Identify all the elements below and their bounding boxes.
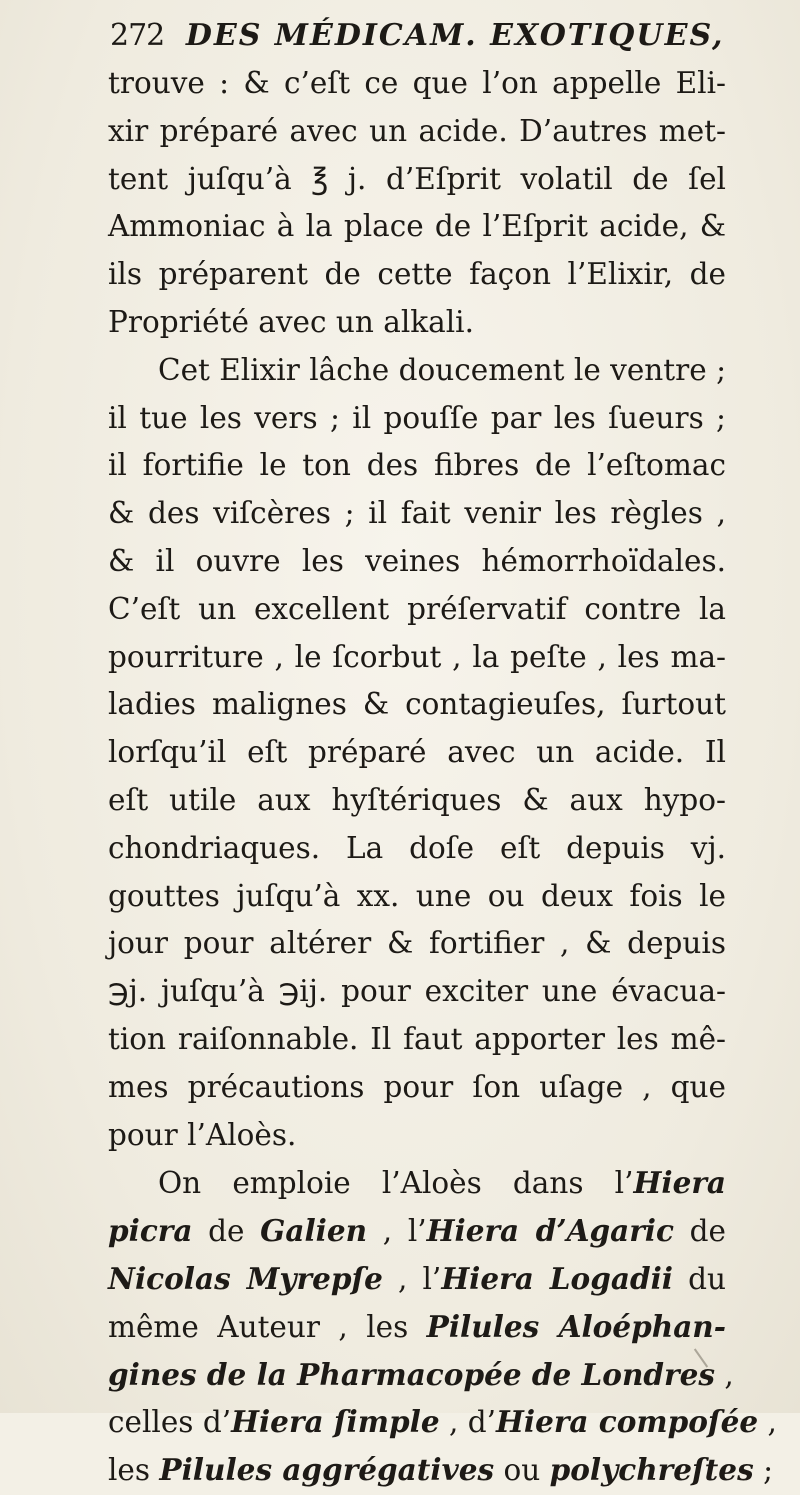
text-fragment: il fortifie le ton des fibres de l’eſtomac [108, 448, 726, 483]
text-fragment: On emploie l’Aloès dans l’ [158, 1166, 634, 1201]
text-fragment: , l’ [367, 1214, 427, 1249]
text-line [108, 442, 726, 490]
text-fragment: Ammoniac à la place de l’Eſprit acide, & [108, 209, 726, 244]
text-line [108, 777, 726, 825]
text-fragment: , d’ [439, 1405, 496, 1440]
text-fragment: ou [494, 1453, 550, 1488]
italic-fragment: Hiera [633, 1165, 726, 1201]
body-text [108, 60, 777, 1494]
text-fragment: même Auteur , les [108, 1309, 427, 1344]
text-fragment: gouttes juſqu’à xx. une ou deux fois le [108, 878, 726, 913]
text-fragment: Propriété avec un alkali. [108, 304, 474, 339]
text-fragment: xir préparé avec un acide. D’autres met- [108, 113, 726, 148]
text-line [108, 1351, 734, 1399]
text-line [108, 1016, 726, 1064]
text-fragment: il tue les vers ; il pouſſe par les ſueurs ; [108, 400, 726, 435]
text-line [108, 920, 726, 968]
text-fragment: & il ouvre les veines hémorrhoïdales. [108, 543, 726, 578]
text-line [108, 490, 726, 538]
text-fragment: , [714, 1357, 734, 1392]
text-fragment: pourriture , le ſcorbut , la peſte , les ma- [108, 639, 726, 674]
text-fragment: tent juſqu’à ℥ j. d’Eſprit volatil de ſel [108, 161, 726, 196]
text-fragment: pour l’Aloès. [108, 1117, 297, 1152]
text-line [108, 108, 726, 156]
text-line [108, 538, 726, 586]
text-fragment: & des viſcères ; il fait venir les règles , [108, 496, 726, 531]
text-line [108, 60, 726, 108]
text-fragment: C’eſt un excellent préſervatif contre la [108, 591, 726, 626]
text-line [108, 1207, 726, 1255]
text-line [108, 1112, 726, 1160]
italic-fragment: picra [108, 1213, 193, 1249]
italic-fragment: Pilules aggrégatives [159, 1452, 495, 1488]
text-line [108, 634, 726, 682]
italic-fragment: Hiera Logadii [441, 1260, 674, 1296]
text-line [108, 729, 726, 777]
text-fragment: de [192, 1214, 261, 1249]
text-line [108, 968, 726, 1016]
text-line [108, 299, 726, 347]
text-fragment: mes précautions pour ſon uſage , que [108, 1069, 726, 1104]
text-line [108, 1064, 726, 1112]
page-number: 272 [110, 18, 165, 53]
text-fragment: tion raiſonnable. Il faut apporter les mê- [108, 1021, 726, 1056]
text-fragment: ils préparent de cette façon l’Elixir, de [108, 257, 726, 292]
italic-fragment: Hiera d’Agaric [426, 1213, 674, 1249]
italic-fragment: Hiera ſimple [231, 1404, 440, 1440]
text-line [108, 347, 726, 395]
text-line [108, 1255, 726, 1303]
text-fragment: les [108, 1453, 160, 1488]
text-line [108, 1303, 726, 1351]
text-fragment: , l’ [382, 1261, 442, 1296]
text-fragment: lorſqu’il eſt préparé avec un acide. Il [108, 735, 726, 770]
text-line [108, 825, 726, 873]
italic-fragment: Hiera compoſée [496, 1404, 759, 1440]
text-fragment: Cet Elixir lâche doucement le ventre ; [158, 352, 727, 387]
italic-fragment: gines de la Pharmacopée de Londres [108, 1356, 715, 1392]
text-fragment: ladies malignes & contagieuſes, ſurtout [108, 687, 726, 722]
text-fragment: chondriaques. La doſe eſt depuis vj. [108, 830, 726, 865]
italic-fragment: polychreſtes [549, 1452, 754, 1488]
text-fragment: eſt utile aux hyſtériques & aux hypo- [108, 782, 726, 817]
page-header [110, 14, 725, 58]
text-fragment: de [673, 1214, 726, 1249]
italic-fragment: Pilules Aloéphan- [426, 1308, 726, 1344]
text-line [108, 156, 726, 204]
text-fragment: , [758, 1405, 777, 1440]
italic-fragment: Galien [260, 1213, 368, 1249]
text-fragment: ; [753, 1453, 774, 1488]
text-fragment: trouve : & c’eſt ce que l’on appelle Eli- [108, 66, 726, 100]
text-fragment: celles d’ [108, 1405, 232, 1440]
text-line [108, 1159, 726, 1207]
text-line [108, 395, 726, 443]
text-fragment: ℈j. juſqu’à ℈ij. pour exciter une évacua- [108, 974, 726, 1009]
running-title: DES MÉDICAM. EXOTIQUES, [185, 18, 725, 53]
text-line [108, 586, 726, 634]
text-fragment: du [673, 1261, 726, 1296]
text-fragment: jour pour altérer & fortifier , & depuis [108, 926, 726, 961]
italic-fragment: Nicolas Myrepſe [108, 1260, 383, 1296]
text-line [108, 873, 726, 921]
text-line [108, 1398, 777, 1446]
text-line [108, 1446, 774, 1494]
text-line [108, 251, 726, 299]
text-line [108, 681, 726, 729]
text-line [108, 203, 726, 251]
